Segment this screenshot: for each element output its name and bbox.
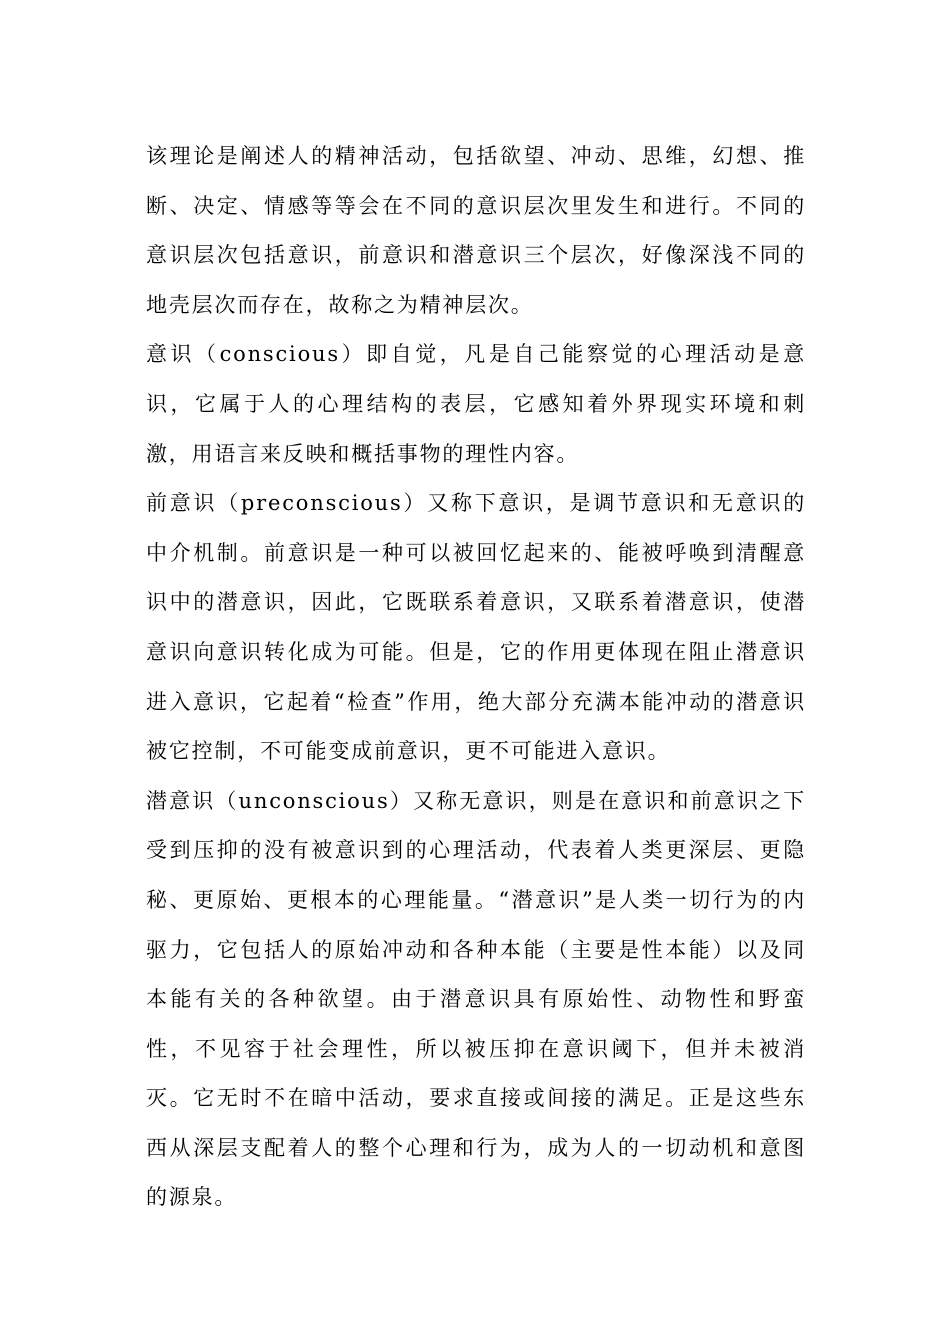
document-body (146, 132, 806, 1223)
paragraph-unconscious: 潜意识（unconscious）又称无意识，则是在意识和前意识之下受到压抑的没有被意识到的心理活动，代表着人类更深层、更隐秘、更原始、更根本的心理能量。“潜意识”是人类一切行为的内驱力，它包括人的原始冲动和各种本能（主要是性本能）以及同本能有关的各种欲望。由于潜意识具有原始性、动物性和野蛮性，不见容于社会理性，所以被压抑在意识阈下，但并未被消灭。它无时不在暗中活动，要求直接或间接的满足。正是这些东西从深层支配着人的整个心理和行为，成为人的一切动机和意图的源泉。 (146, 788, 806, 1210)
paragraph-mental-levels: 该理论是阐述人的精神活动，包括欲望、冲动、思维，幻想、推断、决定、情感等等会在不同的意识层次里发生和进行。不同的意识层次包括意识，前意识和潜意识三个层次，好像深浅不同的地壳层次而存在，故称之为精神层次。 (146, 144, 806, 317)
paragraph-conscious: 意识（conscious）即自觉，凡是自己能察觉的心理活动是意识，它属于人的心理结构的表层，它感知着外界现实环境和刺激，用语言来反映和概括事物的理性内容。 (146, 342, 806, 466)
paragraph-preconscious: 前意识（preconscious）又称下意识，是调节意识和无意识的中介机制。前意识是一种可以被回忆起来的、能被呼唤到清醒意识中的潜意识，因此，它既联系着意识，又联系着潜意识，使潜意识向意识转化成为可能。但是，它的作用更体现在阻止潜意识进入意识，它起着“检查”作用，绝大部分充满本能冲动的潜意识被它控制，不可能变成前意识，更不可能进入意识。 (146, 491, 806, 764)
